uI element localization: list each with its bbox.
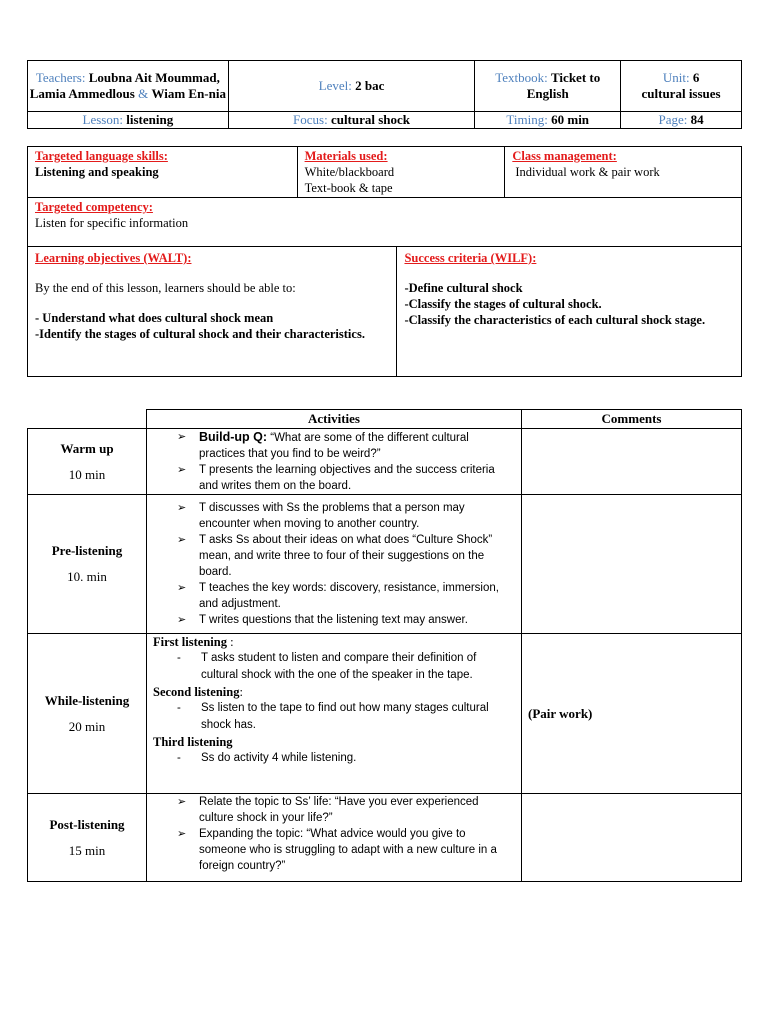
walt-item: -Identify the stages of cultural shock and their characteristics. (35, 327, 365, 341)
stage-time: 20 min (68, 718, 106, 734)
page-cell (621, 112, 742, 129)
stage-time: 10 min (68, 466, 106, 482)
wilf-cell (397, 247, 742, 377)
page-label: Page: (658, 112, 688, 127)
stage-row-while-listening (28, 634, 742, 794)
skills-cell (28, 147, 298, 198)
build-up-question: “What are some of the different cultural practices that you find to be weird?” (199, 432, 469, 460)
class-management-label: Class management: (512, 149, 617, 163)
level-label: Level: (318, 78, 352, 93)
activities-table (27, 409, 742, 882)
lesson-info-table (27, 146, 742, 377)
stage-cell (28, 429, 147, 495)
stage-row-pre-listening (28, 495, 742, 634)
activity-item: ➢ T discusses with Ss the problems that a person may encounter when moving to another country. (153, 500, 515, 532)
textbook-cell (475, 61, 621, 112)
teachers-value: Loubna Ait Moummad, Lamia Ammedlous (29, 70, 220, 101)
teachers-label: Teachers: (35, 70, 86, 85)
materials-label: Materials used: (304, 149, 388, 163)
focus-cell (228, 112, 475, 129)
stage-name: While-listening (44, 692, 130, 708)
timing-label: Timing: (506, 112, 548, 127)
teachers-value-2: Wiam En-nia (151, 86, 226, 101)
comments-header: Comments (522, 410, 742, 429)
comments-cell (522, 429, 742, 495)
competency-value: Listen for specific information (35, 216, 189, 230)
stage-name: Pre-listening (51, 543, 123, 558)
activities-header: Activities (147, 410, 522, 429)
second-listening-heading (153, 684, 515, 700)
lesson-header-table (27, 60, 742, 129)
activity-item: ➢ T writes questions that the listening text may answer. (153, 612, 515, 628)
activity-item: - Ss listen to the tape to find out how many stages cultural shock has. (153, 700, 515, 734)
activity-item: - Ss do activity 4 while listening. (153, 750, 515, 767)
stage-time: 10. min (67, 569, 107, 584)
textbook-label: Textbook: (495, 70, 548, 85)
blank-header (28, 410, 147, 429)
focus-label: Focus: (293, 112, 328, 127)
lesson-label: Lesson: (82, 112, 123, 127)
teachers-ampersand: & (138, 86, 149, 101)
skills-value: Listening and speaking (35, 165, 159, 179)
class-management-value: Individual work & pair work (515, 165, 660, 179)
unit-cell (621, 61, 742, 112)
stage-row-post-listening (28, 794, 742, 882)
first-listening-colon: : (226, 635, 234, 649)
second-listening-label: Second listening (153, 685, 240, 699)
materials-line-1: White/blackboard (304, 165, 395, 179)
textbook-value: Ticket to English (526, 70, 601, 101)
wilf-item: -Classify the stages of cultural shock. (404, 297, 602, 311)
walt-item: - Understand what does cultural shock mean (35, 311, 274, 325)
wilf-item: -Define cultural shock (404, 281, 523, 295)
unit-value: cultural issues (641, 86, 721, 101)
unit-number: 6 (692, 70, 700, 85)
activity-item: ➢ Expanding the topic: “What advice would you give to someone who is struggling to adapt with a new culture in a foreign country?” (153, 826, 515, 874)
materials-cell (297, 147, 505, 198)
build-up-label: Build-up Q: (199, 430, 268, 444)
activity-item: - T asks student to listen and compare their definition of cultural shock with the one of the speaker in the tape. (153, 650, 515, 684)
stage-row-warm-up (28, 429, 742, 495)
walt-cell (28, 247, 397, 377)
competency-label: Targeted competency: (35, 200, 153, 214)
stage-name: Warm up (60, 440, 114, 456)
comments-cell (522, 495, 742, 634)
skills-label: Targeted language skills: (35, 149, 168, 163)
teachers-cell (28, 61, 229, 112)
activities-cell (147, 495, 522, 634)
third-listening-label: Third listening (153, 735, 233, 749)
stage-cell (28, 634, 147, 794)
comments-cell (522, 634, 742, 794)
wilf-item: -Classify the characteristics of each cultural shock stage. (404, 313, 706, 327)
timing-cell (475, 112, 621, 129)
activities-cell (147, 634, 522, 794)
page-value: 84 (690, 112, 704, 127)
activity-item: ➢ Relate the topic to Ss’ life: “Have you ever experienced culture shock in your life?” (153, 794, 515, 826)
second-listening-colon: : (239, 685, 243, 699)
stage-name: Post-listening (49, 816, 125, 832)
first-listening-heading (153, 634, 515, 650)
comments-cell (522, 794, 742, 882)
activities-cell (147, 794, 522, 882)
activity-item: ➢ T asks Ss about their ideas on what does “Culture Shock” mean, and write three to four of their suggestions on the board. (153, 532, 515, 580)
activities-cell (147, 429, 522, 495)
materials-line-2: Text-book & tape (304, 181, 393, 195)
activity-item: ➢ T presents the learning objectives and the success criteria and writes them on the board. (153, 462, 515, 494)
activity-item (153, 429, 515, 462)
stage-cell (28, 495, 147, 634)
level-value: 2 bac (355, 78, 385, 93)
timing-value: 60 min (551, 112, 590, 127)
walt-label: Learning objectives (WALT): (35, 251, 192, 265)
activity-item: ➢ T teaches the key words: discovery, resistance, immersion, and adjustment. (153, 580, 515, 612)
walt-intro: By the end of this lesson, learners should be able to: (35, 281, 296, 295)
lesson-cell (28, 112, 229, 129)
competency-cell (28, 198, 742, 247)
wilf-label: Success criteria (WILF): (404, 251, 537, 265)
first-listening-label: First listening (153, 635, 227, 649)
stage-cell (28, 794, 147, 882)
class-management-cell (505, 147, 742, 198)
pair-work-comment: (Pair work) (528, 705, 593, 721)
lesson-value: listening (126, 112, 174, 127)
stage-time: 15 min (68, 842, 106, 858)
unit-label: Unit: (662, 70, 690, 85)
level-cell (228, 61, 475, 112)
focus-value: cultural shock (330, 112, 411, 127)
